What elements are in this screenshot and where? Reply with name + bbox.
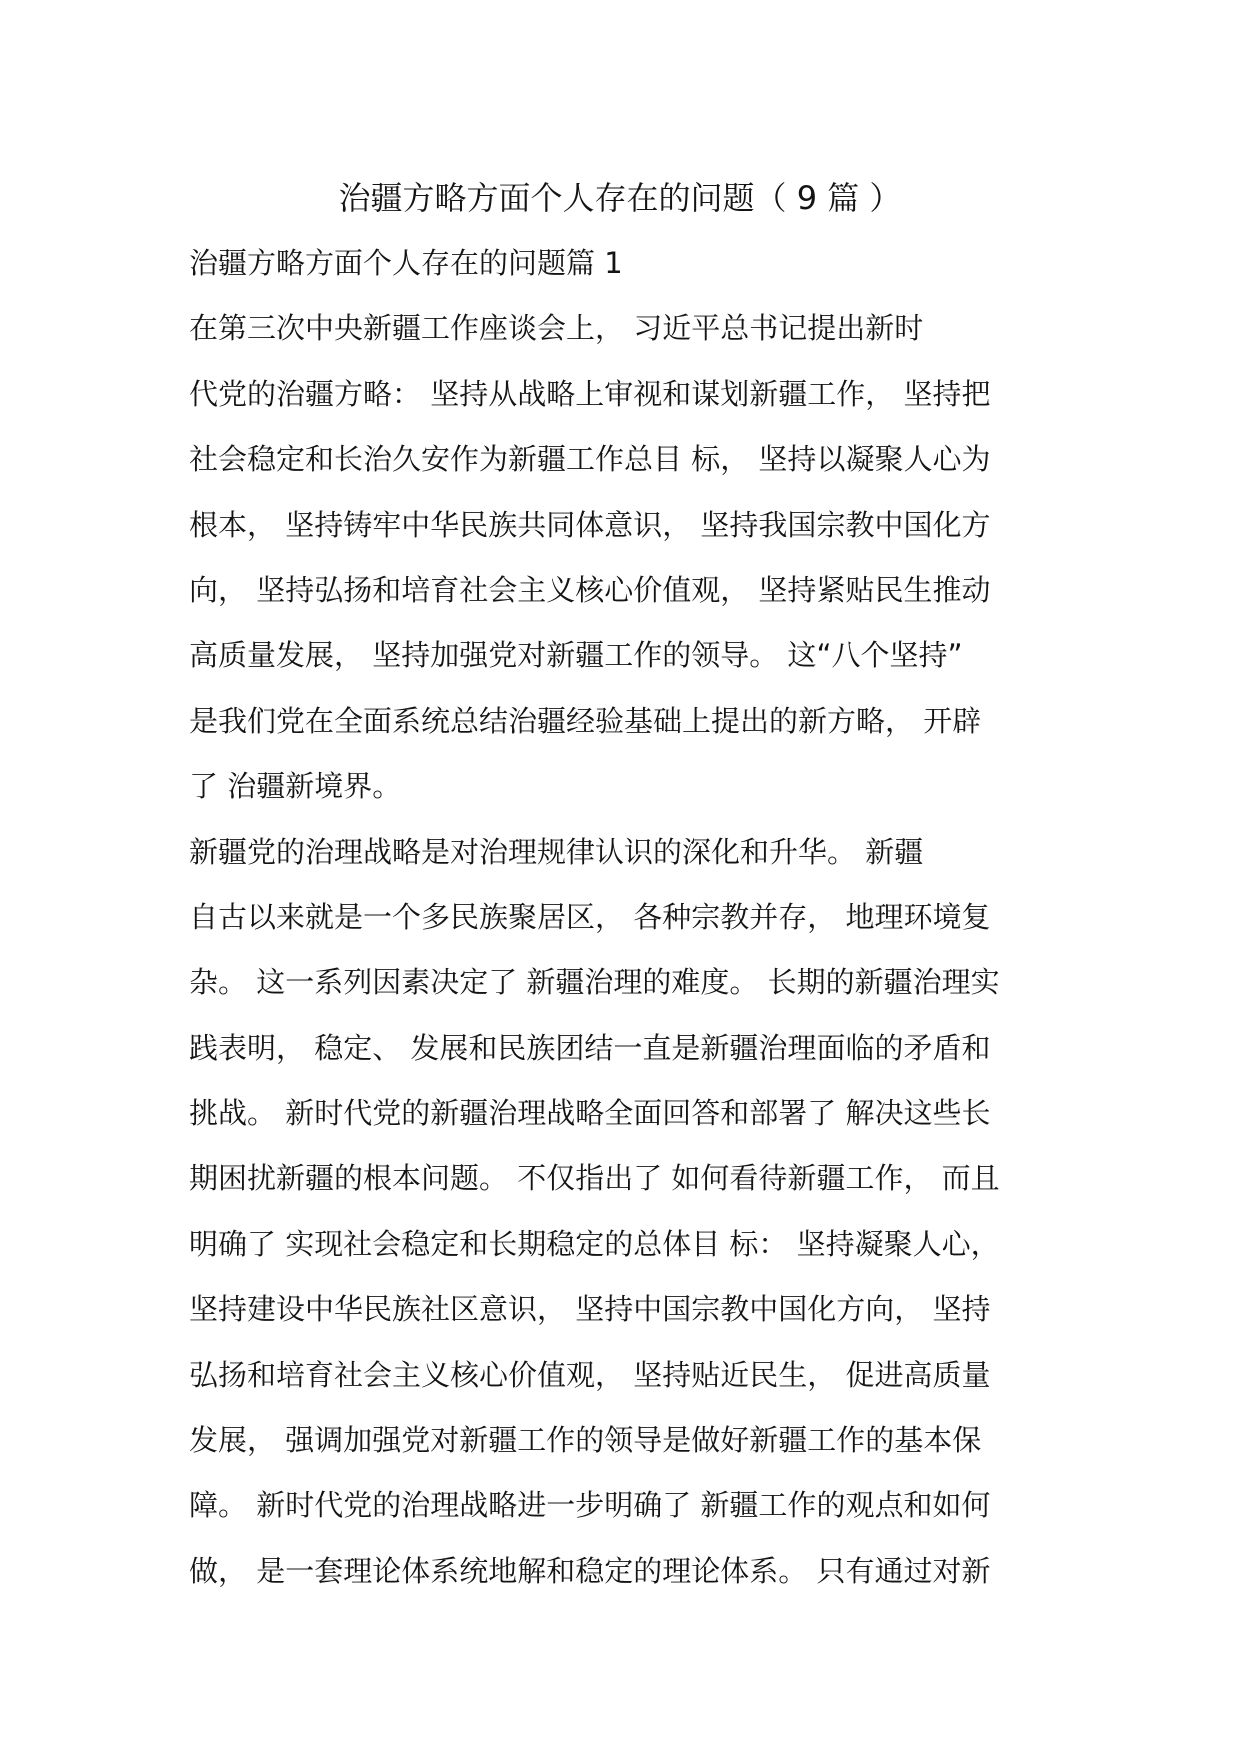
text-line: 障。 新时代党的治理战略进一步明确了 新疆工作的观点和如何 <box>189 1488 991 1523</box>
text-line: 践表明， 稳定、 发展和民族团结一直是新疆治理面临的矛盾和 <box>189 1030 991 1065</box>
text-line: 做， 是一套理论体系统地解和稳定的理论体系。 只有通过对新 <box>189 1553 991 1588</box>
text-line: 向， 坚持弘扬和培育社会主义核心价值观， 坚持紧贴民生推动 <box>189 572 991 607</box>
text-line: 弘扬和培育社会主义核心价值观， 坚持贴近民生， 促进高质量 <box>189 1357 991 1392</box>
document-body <box>0 166 1240 1604</box>
text-line: 挑战。 新时代党的新疆治理战略全面回答和部署了 解决这些长 <box>189 1096 991 1131</box>
text-line: 自古以来就是一个多民族聚居区， 各种宗教并存， 地理环境复 <box>189 899 991 934</box>
text-line: 新疆党的治理战略是对治理规律认识的深化和升华。 新疆 <box>189 834 924 869</box>
text-line: 在第三次中央新疆工作座谈会上， 习近平总书记提出新时 <box>189 311 924 346</box>
text-line: 代党的治疆方略： 坚持从战略上审视和谋划新疆工作， 坚持把 <box>189 376 991 411</box>
paragraph-1 <box>0 296 1240 819</box>
text-line: 是我们党在全面系统总结治疆经验基础上提出的新方略， 开辟 <box>189 703 982 738</box>
text-line: 了 治疆新境界。 <box>189 769 402 804</box>
paragraph-2 <box>0 820 1240 1605</box>
text-line: 发展， 强调加强党对新疆工作的领导是做好新疆工作的基本保 <box>189 1423 982 1458</box>
text-line: 坚持建设中华民族社区意识， 坚持中国宗教中国化方向， 坚持 <box>189 1292 991 1327</box>
text-line: 明确了 实现社会稳定和长期稳定的总体目 标： 坚持凝聚人心， <box>189 1226 1000 1261</box>
text-line: 社会稳定和长治久安作为新疆工作总目 标， 坚持以凝聚人心为 <box>189 442 991 477</box>
text-line: 根本， 坚持铸牢中华民族共同体意识， 坚持我国宗教中国化方 <box>189 507 991 542</box>
section-heading: 治疆方略方面个人存在的问题篇 1 <box>189 246 623 280</box>
text-line: 高质量发展， 坚持加强党对新疆工作的领导。 这“八个坚持” <box>189 638 963 673</box>
text-line: 杂。 这一系列因素决定了 新疆治理的难度。 长期的新疆治理实 <box>189 965 1000 1000</box>
document-title: 治疆方略方面个人存在的问题（ 9 篇 ） <box>338 179 902 217</box>
text-line: 期困扰新疆的根本问题。 不仅指出了 如何看待新疆工作， 而且 <box>189 1161 1000 1196</box>
